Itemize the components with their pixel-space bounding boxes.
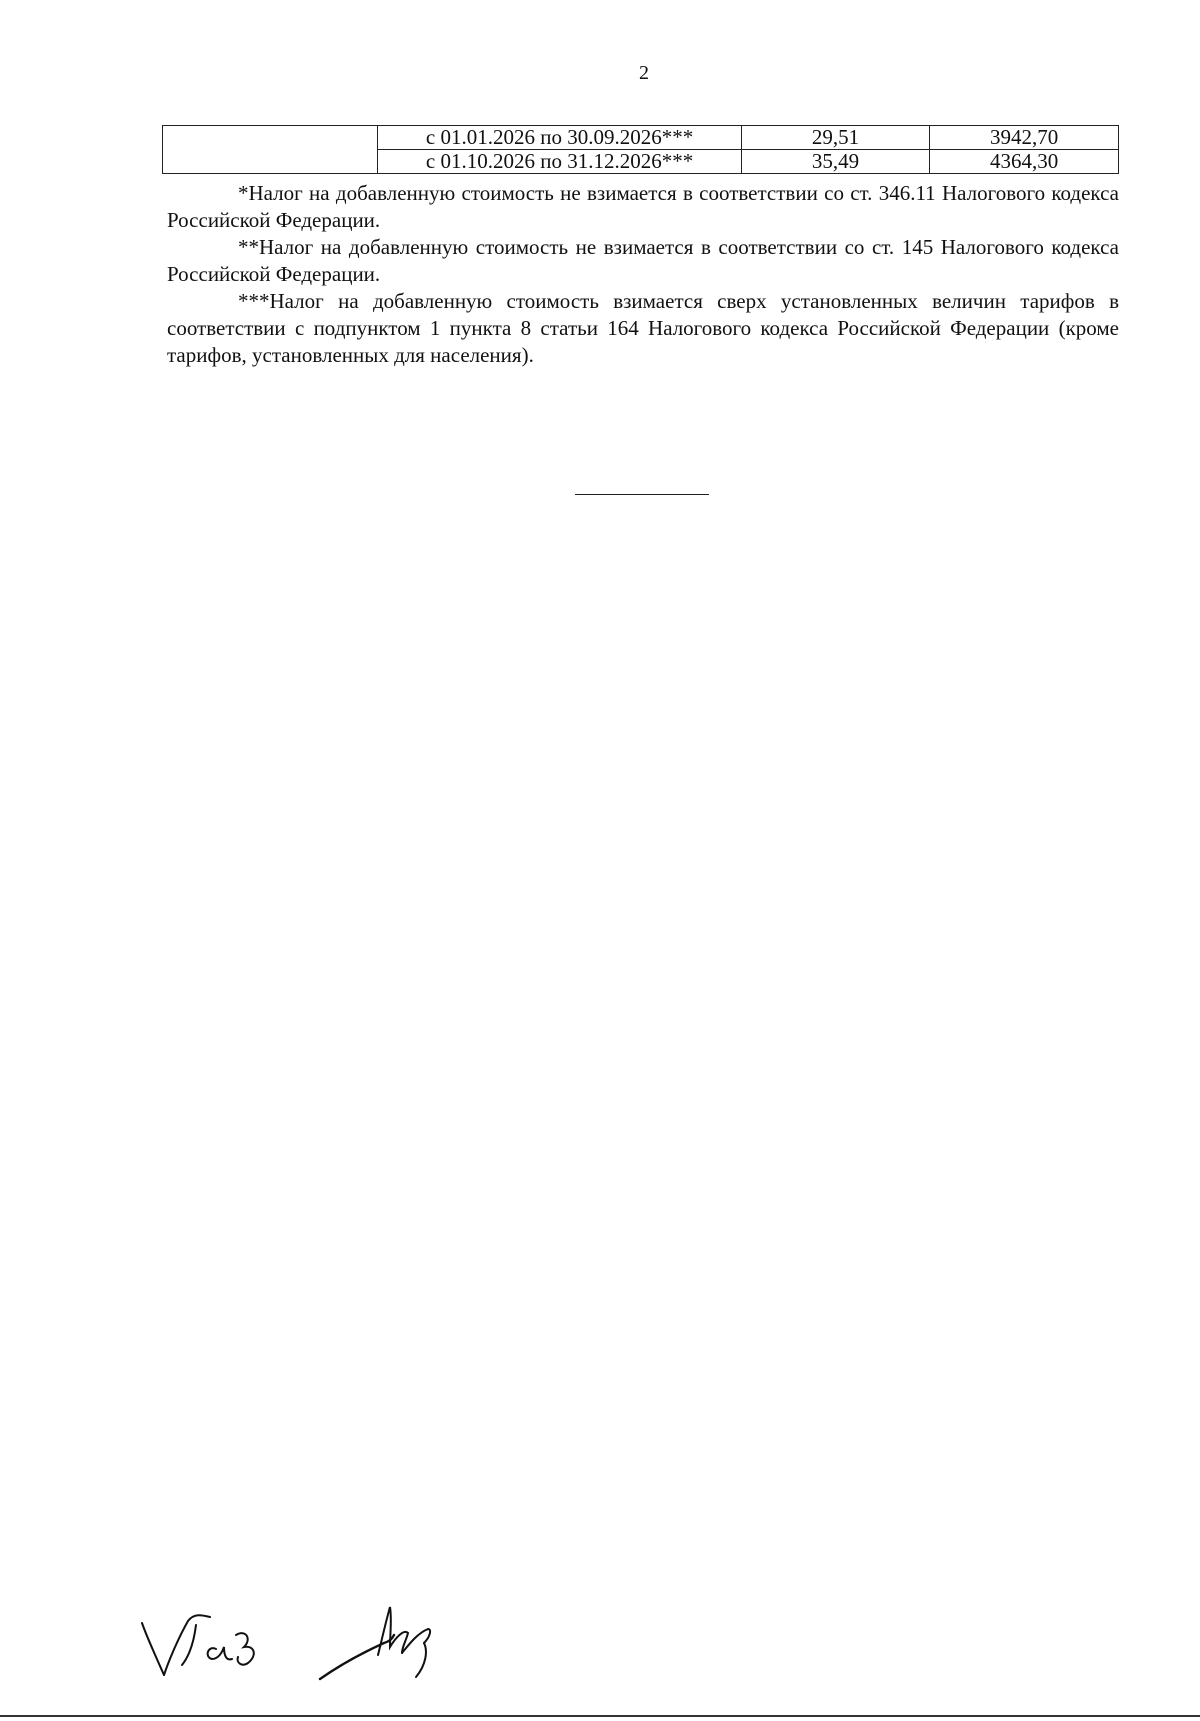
table-cell-value-1: 35,49 (741, 150, 930, 174)
footnote-vat-164: ***Налог на добавленную стоимость взимается сверх установленных величин тарифов в соответствии с подпунктом 1 пункта 8 статьи 164 Налогового кодекса Российской Федерации (кроме тарифов, установленных для населения). (167, 289, 1119, 367)
footnote-vat-145: **Налог на добавленную стоимость не взимается в соответствии со ст. 145 Налогового кодекса Российской Федерации. (167, 235, 1119, 286)
page-bottom-rule (0, 1715, 1200, 1717)
table-cell-period: с 01.01.2026 по 30.09.2026*** (378, 126, 741, 150)
handwritten-signature (140, 1595, 460, 1710)
tariff-table (162, 125, 1119, 174)
footnote-vat-346: *Налог на добавленную стоимость не взимается в соответствии со ст. 346.11 Налогового кодекса Российской Федерации. (167, 181, 1119, 232)
signature-drawing (140, 1595, 460, 1705)
footnotes (167, 180, 1119, 369)
table-row (163, 126, 1119, 150)
table-cell-period: с 01.10.2026 по 31.12.2026*** (378, 150, 741, 174)
table-cell-value-2: 3942,70 (930, 126, 1119, 150)
table-cell-empty (163, 126, 378, 174)
table-cell-value-2: 4364,30 (930, 150, 1119, 174)
end-of-text-rule (575, 494, 709, 495)
page-number: 2 (639, 62, 649, 84)
table-cell-value-1: 29,51 (741, 126, 930, 150)
